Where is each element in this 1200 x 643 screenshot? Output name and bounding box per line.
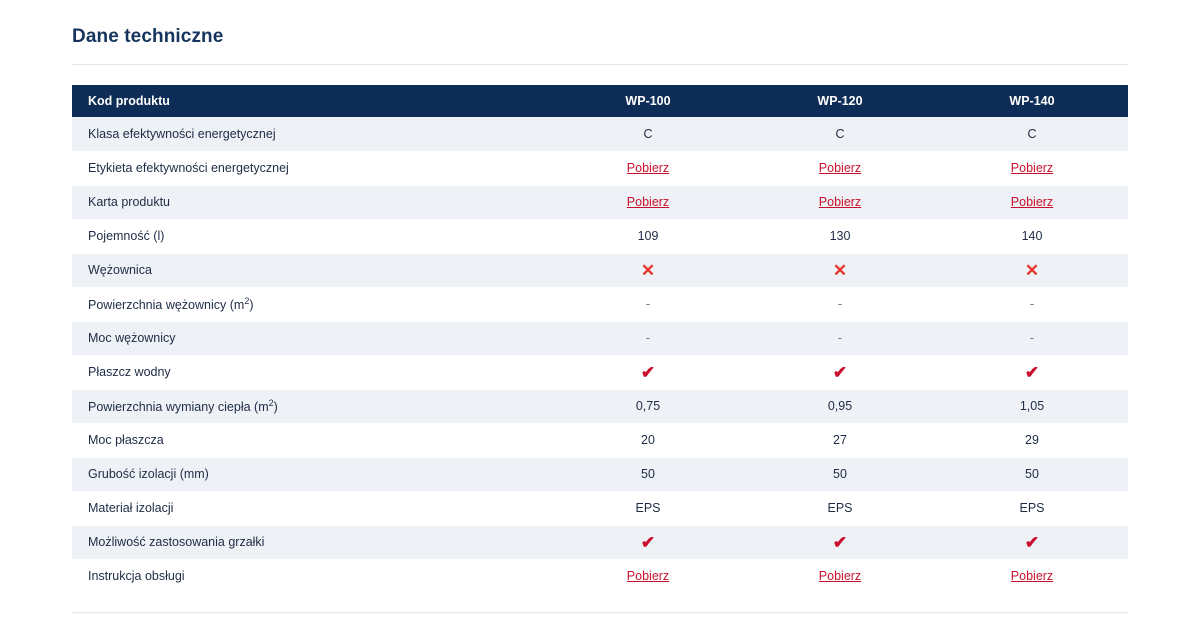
empty-value: - bbox=[1029, 331, 1035, 345]
row-label: Moc wężownicy bbox=[72, 321, 552, 355]
table-cell[interactable] bbox=[744, 559, 936, 593]
empty-value: - bbox=[645, 331, 651, 345]
table-cell: 50 bbox=[936, 457, 1128, 491]
table-cell: 0,95 bbox=[744, 389, 936, 423]
download-link[interactable]: Pobierz bbox=[818, 569, 862, 583]
table-cell bbox=[936, 287, 1128, 321]
table-cell bbox=[936, 355, 1128, 389]
download-link[interactable]: Pobierz bbox=[626, 195, 670, 209]
table-cell: 29 bbox=[936, 423, 1128, 457]
cross-icon: ✕ bbox=[832, 260, 848, 280]
table-cell[interactable] bbox=[552, 559, 744, 593]
table-row bbox=[72, 559, 1128, 593]
column-header-wp-120: WP-120 bbox=[744, 85, 936, 117]
table-cell bbox=[552, 253, 744, 287]
table-cell: C bbox=[552, 117, 744, 151]
row-label: Grubość izolacji (mm) bbox=[72, 457, 552, 491]
empty-value: - bbox=[837, 331, 843, 345]
technical-data-table bbox=[72, 85, 1128, 594]
bottom-divider bbox=[72, 612, 1128, 613]
table-row bbox=[72, 491, 1128, 525]
table-cell bbox=[744, 355, 936, 389]
table-cell bbox=[936, 253, 1128, 287]
table-cell: 27 bbox=[744, 423, 936, 457]
table-cell bbox=[744, 253, 936, 287]
table-cell: EPS bbox=[552, 491, 744, 525]
table-row bbox=[72, 151, 1128, 185]
table-cell bbox=[552, 287, 744, 321]
title-divider bbox=[72, 64, 1128, 65]
table-row bbox=[72, 423, 1128, 457]
check-icon: ✔ bbox=[640, 532, 656, 552]
cross-icon: ✕ bbox=[1024, 260, 1040, 280]
table-cell[interactable] bbox=[936, 151, 1128, 185]
download-link[interactable]: Pobierz bbox=[818, 195, 862, 209]
table-cell[interactable] bbox=[744, 185, 936, 219]
row-label: Pojemność (l) bbox=[72, 219, 552, 253]
table-cell[interactable] bbox=[744, 151, 936, 185]
row-label: Możliwość zastosowania grzałki bbox=[72, 525, 552, 559]
page-title: Dane techniczne bbox=[72, 26, 224, 47]
download-link[interactable]: Pobierz bbox=[626, 161, 670, 175]
download-link[interactable]: Pobierz bbox=[818, 161, 862, 175]
check-icon: ✔ bbox=[1024, 532, 1040, 552]
check-icon: ✔ bbox=[640, 362, 656, 382]
table-cell[interactable] bbox=[552, 185, 744, 219]
check-icon: ✔ bbox=[832, 362, 848, 382]
download-link[interactable]: Pobierz bbox=[1010, 569, 1054, 583]
table-cell: 50 bbox=[744, 457, 936, 491]
row-label: Płaszcz wodny bbox=[72, 355, 552, 389]
row-label: Powierzchnia wymiany ciepła $(m^2)$ bbox=[72, 389, 552, 423]
row-label: Karta produktu bbox=[72, 185, 552, 219]
table-row bbox=[72, 457, 1128, 491]
row-label: Wężownica bbox=[72, 253, 552, 287]
table-row bbox=[72, 321, 1128, 355]
table-cell bbox=[936, 321, 1128, 355]
row-label: Instrukcja obsługi bbox=[72, 559, 552, 593]
table-cell bbox=[744, 525, 936, 559]
table-cell: 130 bbox=[744, 219, 936, 253]
table-cell: EPS bbox=[936, 491, 1128, 525]
row-label: Materiał izolacji bbox=[72, 491, 552, 525]
row-label: Moc płaszcza bbox=[72, 423, 552, 457]
table-row bbox=[72, 389, 1128, 423]
table-cell[interactable] bbox=[936, 185, 1128, 219]
download-link[interactable]: Pobierz bbox=[1010, 161, 1054, 175]
table-row bbox=[72, 525, 1128, 559]
empty-value: - bbox=[1029, 297, 1035, 311]
cross-icon: ✕ bbox=[640, 260, 656, 280]
table-row bbox=[72, 253, 1128, 287]
check-icon: ✔ bbox=[1024, 362, 1040, 382]
table-cell bbox=[744, 321, 936, 355]
row-label: Klasa efektywności energetycznej bbox=[72, 117, 552, 151]
table-cell: 20 bbox=[552, 423, 744, 457]
table-row bbox=[72, 287, 1128, 321]
table-cell: EPS bbox=[744, 491, 936, 525]
table-body bbox=[72, 117, 1128, 593]
table-cell: 1,05 bbox=[936, 389, 1128, 423]
download-link[interactable]: Pobierz bbox=[1010, 195, 1054, 209]
table-cell: 109 bbox=[552, 219, 744, 253]
row-label: Powierzchnia wężownicy $(m^2)$ bbox=[72, 287, 552, 321]
table-cell bbox=[552, 525, 744, 559]
table-row bbox=[72, 117, 1128, 151]
table-row bbox=[72, 185, 1128, 219]
table-cell bbox=[936, 525, 1128, 559]
row-label: Etykieta efektywności energetycznej bbox=[72, 151, 552, 185]
column-header-wp-100: WP-100 bbox=[552, 85, 744, 117]
table-cell bbox=[552, 321, 744, 355]
column-header-product-code: Kod produktu bbox=[72, 85, 552, 117]
column-header-wp-140: WP-140 bbox=[936, 85, 1128, 117]
table-row bbox=[72, 219, 1128, 253]
check-icon: ✔ bbox=[832, 532, 848, 552]
table-header-row bbox=[72, 85, 1128, 117]
table-cell bbox=[552, 355, 744, 389]
table-cell: 140 bbox=[936, 219, 1128, 253]
empty-value: - bbox=[837, 297, 843, 311]
table-cell: C bbox=[744, 117, 936, 151]
table-cell bbox=[744, 287, 936, 321]
table-cell[interactable] bbox=[936, 559, 1128, 593]
download-link[interactable]: Pobierz bbox=[626, 569, 670, 583]
empty-value: - bbox=[645, 297, 651, 311]
table-row bbox=[72, 355, 1128, 389]
table-cell[interactable] bbox=[552, 151, 744, 185]
table-cell: 50 bbox=[552, 457, 744, 491]
table-header bbox=[72, 85, 1128, 117]
table-cell: C bbox=[936, 117, 1128, 151]
table-cell: 0,75 bbox=[552, 389, 744, 423]
